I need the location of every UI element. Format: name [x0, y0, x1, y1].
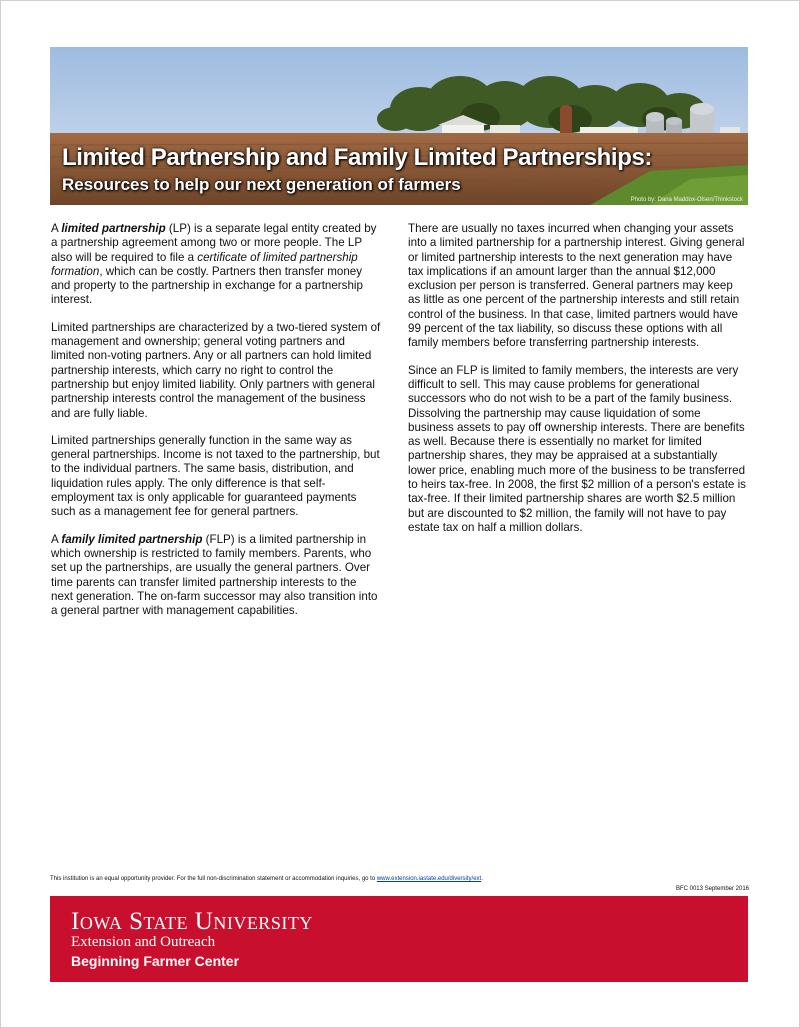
text-run: (LP) is a separate legal entity created by a partnership agreement among two or more people. The LP also will be required to file a [51, 222, 377, 264]
isu-logo-name [71, 908, 313, 936]
nondiscrimination-statement [50, 876, 750, 882]
isu-footer-bar [50, 896, 748, 982]
text-run: (FLP) is a limited partnership in which ownership is restricted to family members. Parents, who set up the partnerships, are usually the general partners. Over time parents can transfer limited partnership interests to the next generation. The on-farm successor may also transition into a general partner with management capabilities. [51, 532, 378, 618]
text-run: A [51, 532, 62, 546]
left-column [51, 222, 381, 631]
document-title: Limited Partnership and Family Limited Partnerships: [62, 144, 652, 171]
document-subtitle: Resources to help our next generation of farmers [62, 175, 461, 194]
paragraph-lp-function: Limited partnerships generally function in the same way as general partnerships. Income is not taxed to the partnership, but to the individual partners. The same basis, distribution, and liquidation rules apply. The only difference is that self-employment tax is only applicable for guaranteed payments such as a management fee for general partners. [51, 433, 380, 519]
isu-extension: Extension and Outreach [71, 934, 216, 950]
paragraph-lp-structure: Limited partnerships are characterized by a two-tiered system of management and ownership; general voting partners and limited non-voting partners. Any or all partners can hold limited partnership interests, which carry no right to control the partnership but enjoy limited liability. Only partners with general partnership interests control the management of the business and are fully liable. [51, 320, 381, 420]
paragraph-lp-definition [51, 222, 381, 308]
paragraph-flp-definition [51, 533, 381, 619]
paragraph-taxes: There are usually no taxes incurred when changing your assets into a limited partnership for a partnership interest. Giving general or limited partnership interests to the next generation may have tax implications if an amount larger than the annual $12,000 exclusion per person is transferred. General partners may keep as little as one percent of the partnership interests and still retain control of the business. In that case, limited partners would have 99 percent of the tax liability, so discuss these options with all family members before transferring partnership interests. [408, 222, 745, 350]
statement-text: This institution is an equal opportunity provider. For the full non-discrimination statement or accommodation inquiries, go to [50, 876, 377, 882]
term-limited-partnership: limited partnership [61, 222, 166, 235]
statement-end: . [481, 876, 483, 882]
header-banner [50, 47, 748, 205]
text-run: A [51, 222, 62, 235]
photo-credit: Photo by: Dana Maddox-Olsen/Thinkstock [630, 197, 743, 203]
publication-code: BFC 0013 September 2016 [675, 886, 749, 892]
term-certificate: certificate of limited partnership formation [51, 250, 358, 278]
isu-name-text: Iowa State University [71, 908, 313, 935]
paragraph-flp-limits: Since an FLP is limited to family members, the interests are very difficult to sell. This may cause problems for generational successors who do not wish to be a part of the family business. Dissolving the partnership may cause liquidation of some business assets to pay off ownership interests. There are benefits as well. Because there is essentially no market for limited partnership shares, they may be appraised at a substantially lower price, enabling much more of the business to be transferred to heirs tax-free. In 2008, the first $2 million of a person's estate is tax-free. If their limited partnership shares are worth $2.5 million but are discounted to $2 million, the family will not have to pay estate tax on half a million dollars. [408, 363, 746, 534]
term-family-limited-partnership: family limited partnership [61, 532, 203, 546]
isu-beginning-farmer-center: Beginning Farmer Center [71, 953, 240, 969]
text-run: , which can be costly. Partners then transfer money and property to the partnership in exchange for a partnership interest. [51, 264, 363, 307]
right-column [408, 222, 748, 548]
diversity-link[interactable]: www.extension.iastate.edu/diversity/ext [376, 876, 482, 882]
